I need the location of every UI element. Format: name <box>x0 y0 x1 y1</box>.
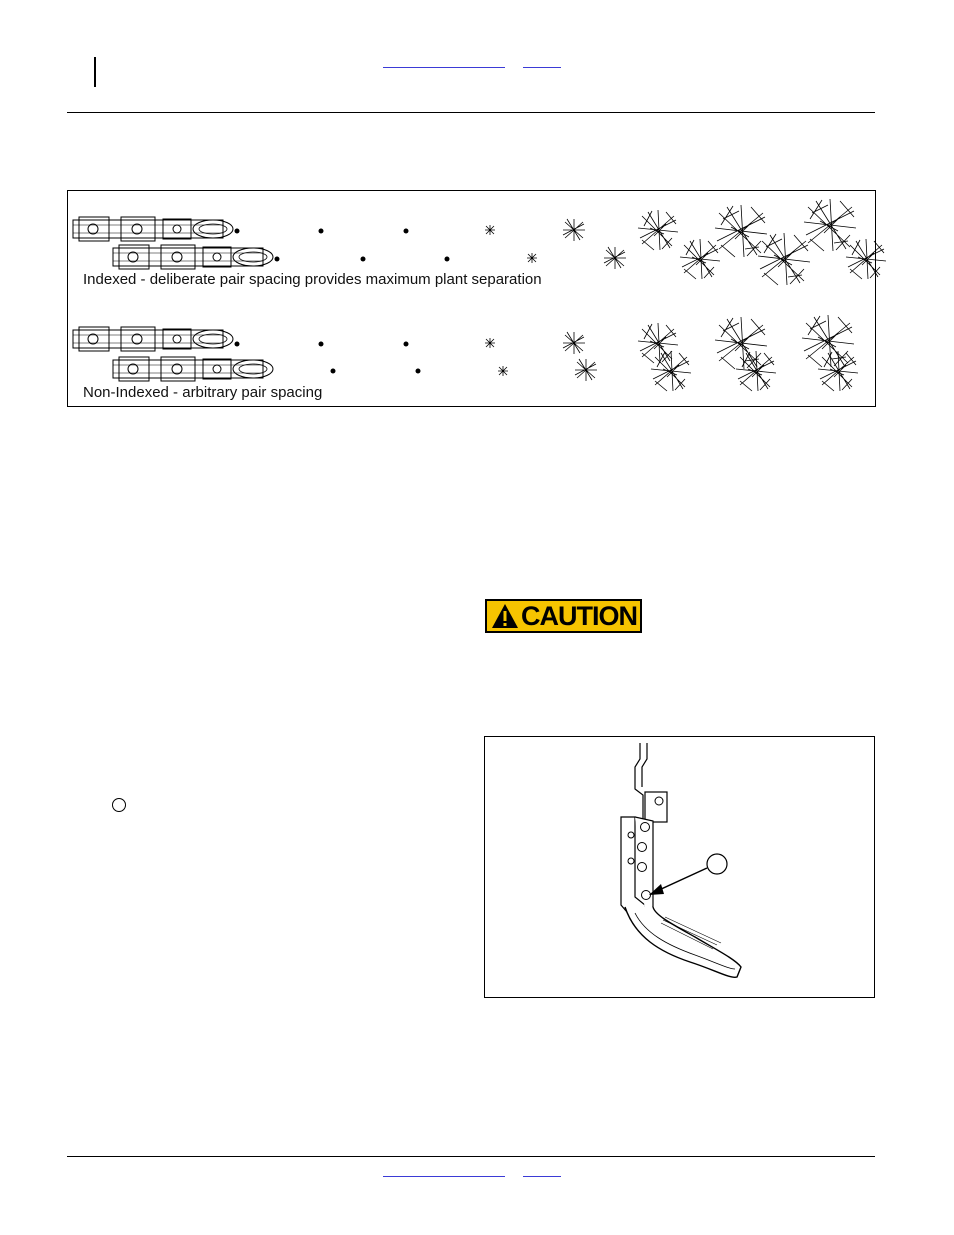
header-rule <box>67 112 875 113</box>
footer-link-title[interactable] <box>383 1176 505 1177</box>
non-indexed-caption: Non-Indexed - arbitrary pair spacing <box>83 384 323 401</box>
indexed-caption: Indexed - deliberate pair spacing provides maximum plant separation <box>83 271 542 288</box>
header-link-title[interactable] <box>383 67 505 68</box>
callout-reference-marker <box>112 798 126 812</box>
footer-rule <box>67 1156 875 1157</box>
indexing-illustration <box>68 191 877 408</box>
footer-link-page[interactable] <box>523 1176 561 1177</box>
warning-triangle-icon <box>491 602 519 630</box>
caution-badge <box>485 599 642 633</box>
indexing-figure <box>67 190 876 407</box>
caution-label: CAUTION <box>521 600 637 631</box>
seed-tube-guard-illustration <box>485 737 876 999</box>
change-bar <box>94 57 96 87</box>
part-figure <box>484 736 875 998</box>
header-link-page[interactable] <box>523 67 561 68</box>
